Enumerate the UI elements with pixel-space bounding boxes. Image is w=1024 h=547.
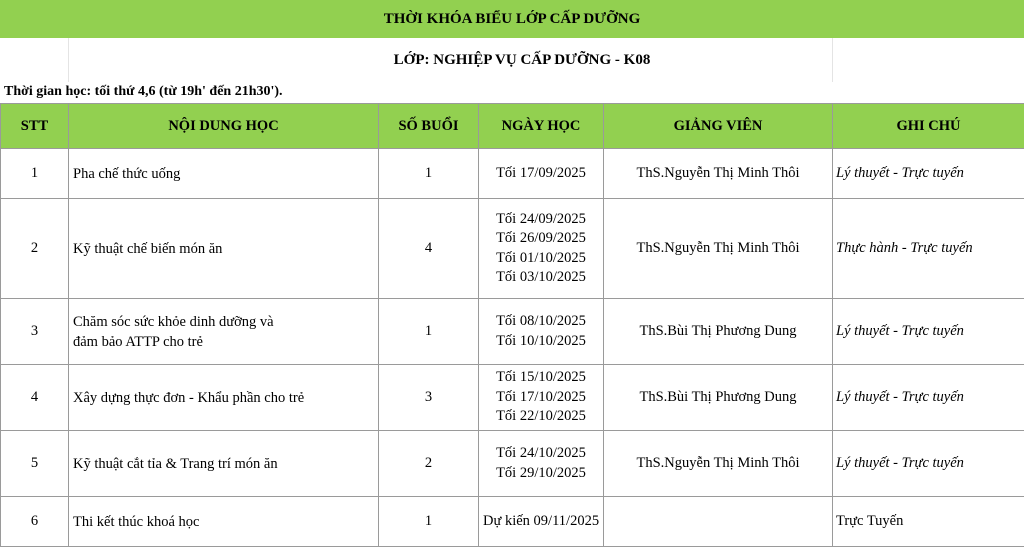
date-line: Tối 17/09/2025 <box>479 164 603 184</box>
row-stt: 6 <box>1 497 69 547</box>
header-stt: STT <box>1 104 69 149</box>
content-line: Pha chế thức uống <box>73 166 180 182</box>
row-content <box>69 149 379 199</box>
row-sessions: 2 <box>379 431 479 497</box>
date-line: Tối 01/10/2025 <box>479 249 603 269</box>
header-teacher: GIẢNG VIÊN <box>604 104 833 149</box>
content-line: Kỹ thuật chế biến món ăn <box>73 241 222 257</box>
content-line: Xây dựng thực đơn - Khẩu phần cho trẻ <box>73 390 304 406</box>
table-header-row <box>1 104 1024 149</box>
row-note: Lý thuyết - Trực tuyến <box>833 431 1024 497</box>
row-sessions: 3 <box>379 365 479 431</box>
row-sessions: 1 <box>379 497 479 547</box>
table-row <box>1 431 1024 497</box>
row-dates <box>479 431 604 497</box>
date-line: Tối 08/10/2025 <box>479 312 603 332</box>
title-text: THỜI KHÓA BIỂU LỚP CẤP DƯỠNG <box>384 11 641 28</box>
row-note: Lý thuyết - Trực tuyến <box>833 149 1024 199</box>
schedule-table <box>0 103 1024 547</box>
table-row <box>1 299 1024 365</box>
row-stt: 5 <box>1 431 69 497</box>
row-dates <box>479 199 604 299</box>
row-content <box>69 497 379 547</box>
row-stt: 1 <box>1 149 69 199</box>
content-line: Chăm sóc sức khỏe dinh dưỡng và <box>73 312 378 332</box>
class-name: LỚP: NGHIỆP VỤ CẤP DƯỠNG - K08 <box>0 38 1024 82</box>
row-stt: 2 <box>1 199 69 299</box>
row-teacher: ThS.Nguyễn Thị Minh Thôi <box>604 199 833 299</box>
header-content: NỘI DUNG HỌC <box>69 104 379 149</box>
date-line: Tối 26/09/2025 <box>479 229 603 249</box>
content-line: Kỹ thuật cắt tỉa & Trang trí món ăn <box>73 456 278 472</box>
row-content <box>69 199 379 299</box>
table-row <box>1 497 1024 547</box>
row-sessions: 4 <box>379 199 479 299</box>
date-line: Tối 24/09/2025 <box>479 210 603 230</box>
date-line: Tối 03/10/2025 <box>479 268 603 288</box>
row-content <box>69 365 379 431</box>
table-row <box>1 149 1024 199</box>
date-line: Tối 10/10/2025 <box>479 332 603 352</box>
row-teacher: ThS.Nguyễn Thị Minh Thôi <box>604 431 833 497</box>
row-content <box>69 431 379 497</box>
row-teacher: ThS.Nguyễn Thị Minh Thôi <box>604 149 833 199</box>
row-sessions: 1 <box>379 149 479 199</box>
row-sessions: 1 <box>379 299 479 365</box>
content-line: đảm bảo ATTP cho trẻ <box>73 332 378 352</box>
row-dates <box>479 299 604 365</box>
header-note: GHI CHÚ <box>833 104 1024 149</box>
row-dates <box>479 365 604 431</box>
row-teacher: ThS.Bùi Thị Phương Dung <box>604 299 833 365</box>
header-date: NGÀY HỌC <box>479 104 604 149</box>
row-note: Thực hành - Trực tuyến <box>833 199 1024 299</box>
row-note: Lý thuyết - Trực tuyến <box>833 299 1024 365</box>
row-dates <box>479 497 604 547</box>
date-line: Tối 24/10/2025 <box>479 444 603 464</box>
row-teacher: ThS.Bùi Thị Phương Dung <box>604 365 833 431</box>
table-row <box>1 199 1024 299</box>
date-line: Tối 15/10/2025 <box>479 368 603 388</box>
row-teacher <box>604 497 833 547</box>
row-stt: 4 <box>1 365 69 431</box>
document-title <box>0 0 1024 38</box>
schedule-time: Thời gian học: tối thứ 4,6 (từ 19h' đến 21h30'). <box>4 84 283 100</box>
row-note: Lý thuyết - Trực tuyến <box>833 365 1024 431</box>
row-content <box>69 299 379 365</box>
row-dates <box>479 149 604 199</box>
date-line: Tối 29/10/2025 <box>479 464 603 484</box>
header-sessions: SỐ BUỔI <box>379 104 479 149</box>
row-note: Trực Tuyến <box>833 497 1024 547</box>
content-line: Thi kết thúc khoá học <box>73 514 199 530</box>
date-line: Dự kiến 09/11/2025 <box>483 512 603 532</box>
class-name-row <box>0 38 1024 82</box>
table-row <box>1 365 1024 431</box>
date-line: Tối 17/10/2025 <box>479 388 603 408</box>
date-line: Tối 22/10/2025 <box>479 407 603 427</box>
row-stt: 3 <box>1 299 69 365</box>
